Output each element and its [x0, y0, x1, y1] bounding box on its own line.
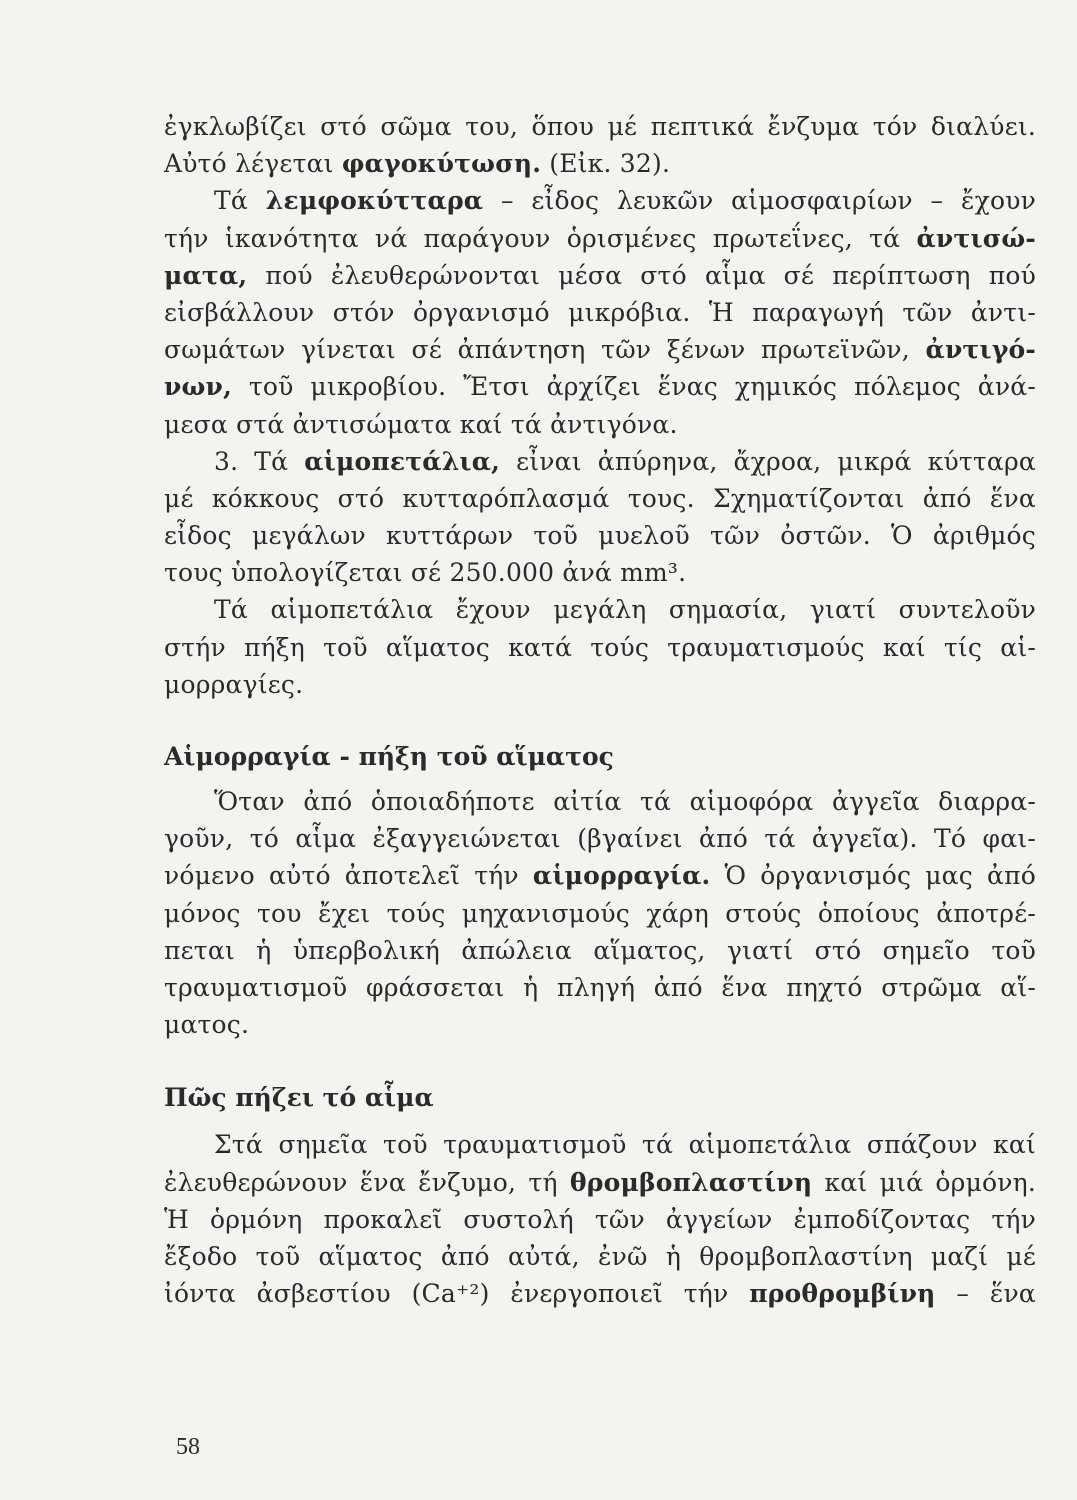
paragraph-block-blood-cells [164, 108, 1036, 703]
bold-term: φαγοκύτωση. [341, 149, 542, 179]
text-line: ἔξοδο τοῦ αἵματος ἀπό αὐτά, ἐνῶ ἡ θρομβοπλαστίνη μαζί μέ [164, 1241, 1036, 1271]
text-line: μέ κόκκους στό κυτταρόπλασμά τους. Σχηματίζονται ἀπό ἕνα [164, 483, 1036, 513]
text-line: ἐγκλωβίζει στό σῶμα του, ὅπου μέ πεπτικά ἔνζυμα τόν διαλύει. [164, 112, 1036, 141]
page-number: 58 [176, 1434, 200, 1460]
section-heading-hemorrhage: Αἱμορραγία - πήξη τοῦ αἵματος [164, 742, 614, 771]
paragraph-block-clotting [164, 1126, 1036, 1312]
section-heading-clotting: Πῶς πήζει τό αἷμα [164, 1083, 434, 1113]
text-line: τους ὑπολογίζεται σέ 250.000 ἀνά mm³. [164, 558, 687, 588]
text-line: εἰσβάλλουν στόν ὀργανισμό μικρόβια. Ἡ παραγωγή τῶν ἀντι- [164, 297, 1036, 327]
text-line: στήν πήξη τοῦ αἵματος κατά τούς τραυματισμούς καί τίς αἱ- [164, 632, 1036, 662]
bold-term: αἱμοπετάλια, [304, 446, 501, 476]
text-line: μεσα στά ἀντισώματα καί τά ἀντιγόνα. [164, 409, 678, 439]
text-line: μορραγίες. [164, 669, 304, 699]
text-line: τήν ἱκανότητα νά παράγουν ὁρισμένες πρωτεΐνες, τά ἀντισώ- [164, 223, 1036, 253]
bold-term: θρομβοπλαστίνη [569, 1167, 813, 1197]
text-line: ματος. [164, 1010, 250, 1040]
text-line: ἐλευθερώνουν ἕνα ἔνζυμο, τή θρομβοπλαστίνη καί μιά ὁρμόνη. [164, 1167, 1036, 1197]
text-line: νόμενο αὐτό ἀποτελεῖ τήν αἱμορραγία. Ὁ ὀργανισμός μας ἀπό [164, 861, 1036, 891]
text-line: νων, τοῦ μικροβίου. Ἔτσι ἀρχίζει ἕνας χημικός πόλεμος ἀνά- [164, 372, 1036, 402]
text-line: σωμάτων γίνεται σέ ἀπάντηση τῶν ξένων πρωτεϊνῶν, ἀντιγό- [164, 335, 1036, 365]
text-line: τραυματισμοῦ φράσσεται ἡ πληγή ἀπό ἕνα πηχτό στρῶμα αἵ- [164, 972, 1036, 1002]
text-line: γοῦν, τό αἷμα ἐξαγγειώνεται (βγαίνει ἀπό τά ἀγγεῖα). Τό φαι- [164, 824, 1036, 854]
bold-term: ἀντισώ- [916, 223, 1036, 253]
bold-term: προθρομβίνη [749, 1279, 936, 1309]
bold-term: ἀντιγό- [925, 335, 1036, 365]
text-line: Ὅταν ἀπό ὁποιαδήποτε αἰτία τά αἱμοφόρα ἀγγεῖα διαρρα- [214, 787, 1036, 816]
text-line: εἶδος μεγάλων κυττάρων τοῦ μυελοῦ τῶν ὀστῶν. Ὁ ἀριθμός [164, 521, 1036, 551]
text-column [164, 108, 1036, 1312]
paragraph-block-hemorrhage [164, 783, 1036, 1043]
text-line: ἰόντα ἀσβεστίου (Ca⁺²) ἐνεργοποιεῖ τήν προθρομβίνη – ἕνα [164, 1279, 1037, 1309]
text-line: Τά αἱμοπετάλια ἔχουν μεγάλη σημασία, γιατί συντελοῦν [214, 595, 1036, 625]
text-line: ματα, πού ἐλευθερώνονται μέσα στό αἷμα σέ περίπτωση πού [164, 260, 1036, 290]
text-line: πεται ἡ ὑπερβολική ἀπώλεια αἵματος, γιατί στό σημεῖο τοῦ [164, 935, 1036, 965]
text-line: Ἡ ὁρμόνη προκαλεῖ συστολή τῶν ἀγγείων ἐμποδίζοντας τήν [164, 1204, 1036, 1234]
text-line: Αὐτό λέγεται φαγοκύτωση. (Εἰκ. 32). [164, 149, 671, 179]
bold-term: νων, [164, 372, 232, 402]
text-line: Τά λεμφοκύτταρα – εἶδος λευκῶν αἱμοσφαιρίων – ἔχουν [214, 186, 1036, 216]
text-line: 3. Τά αἱμοπετάλια, εἶναι ἀπύρηνα, ἄχροα, μικρά κύτταρα [214, 446, 1036, 476]
bold-term: αἱμορραγία. [532, 861, 711, 891]
text-line: μόνος του ἔχει τούς μηχανισμούς χάρη στούς ὁποίους ἀποτρέ- [164, 898, 1036, 928]
bold-term: λεμφοκύτταρα [265, 186, 484, 216]
text-line: Στά σημεῖα τοῦ τραυματισμοῦ τά αἱμοπετάλια σπάζουν καί [214, 1130, 1036, 1160]
bold-term: ματα, [164, 260, 248, 290]
